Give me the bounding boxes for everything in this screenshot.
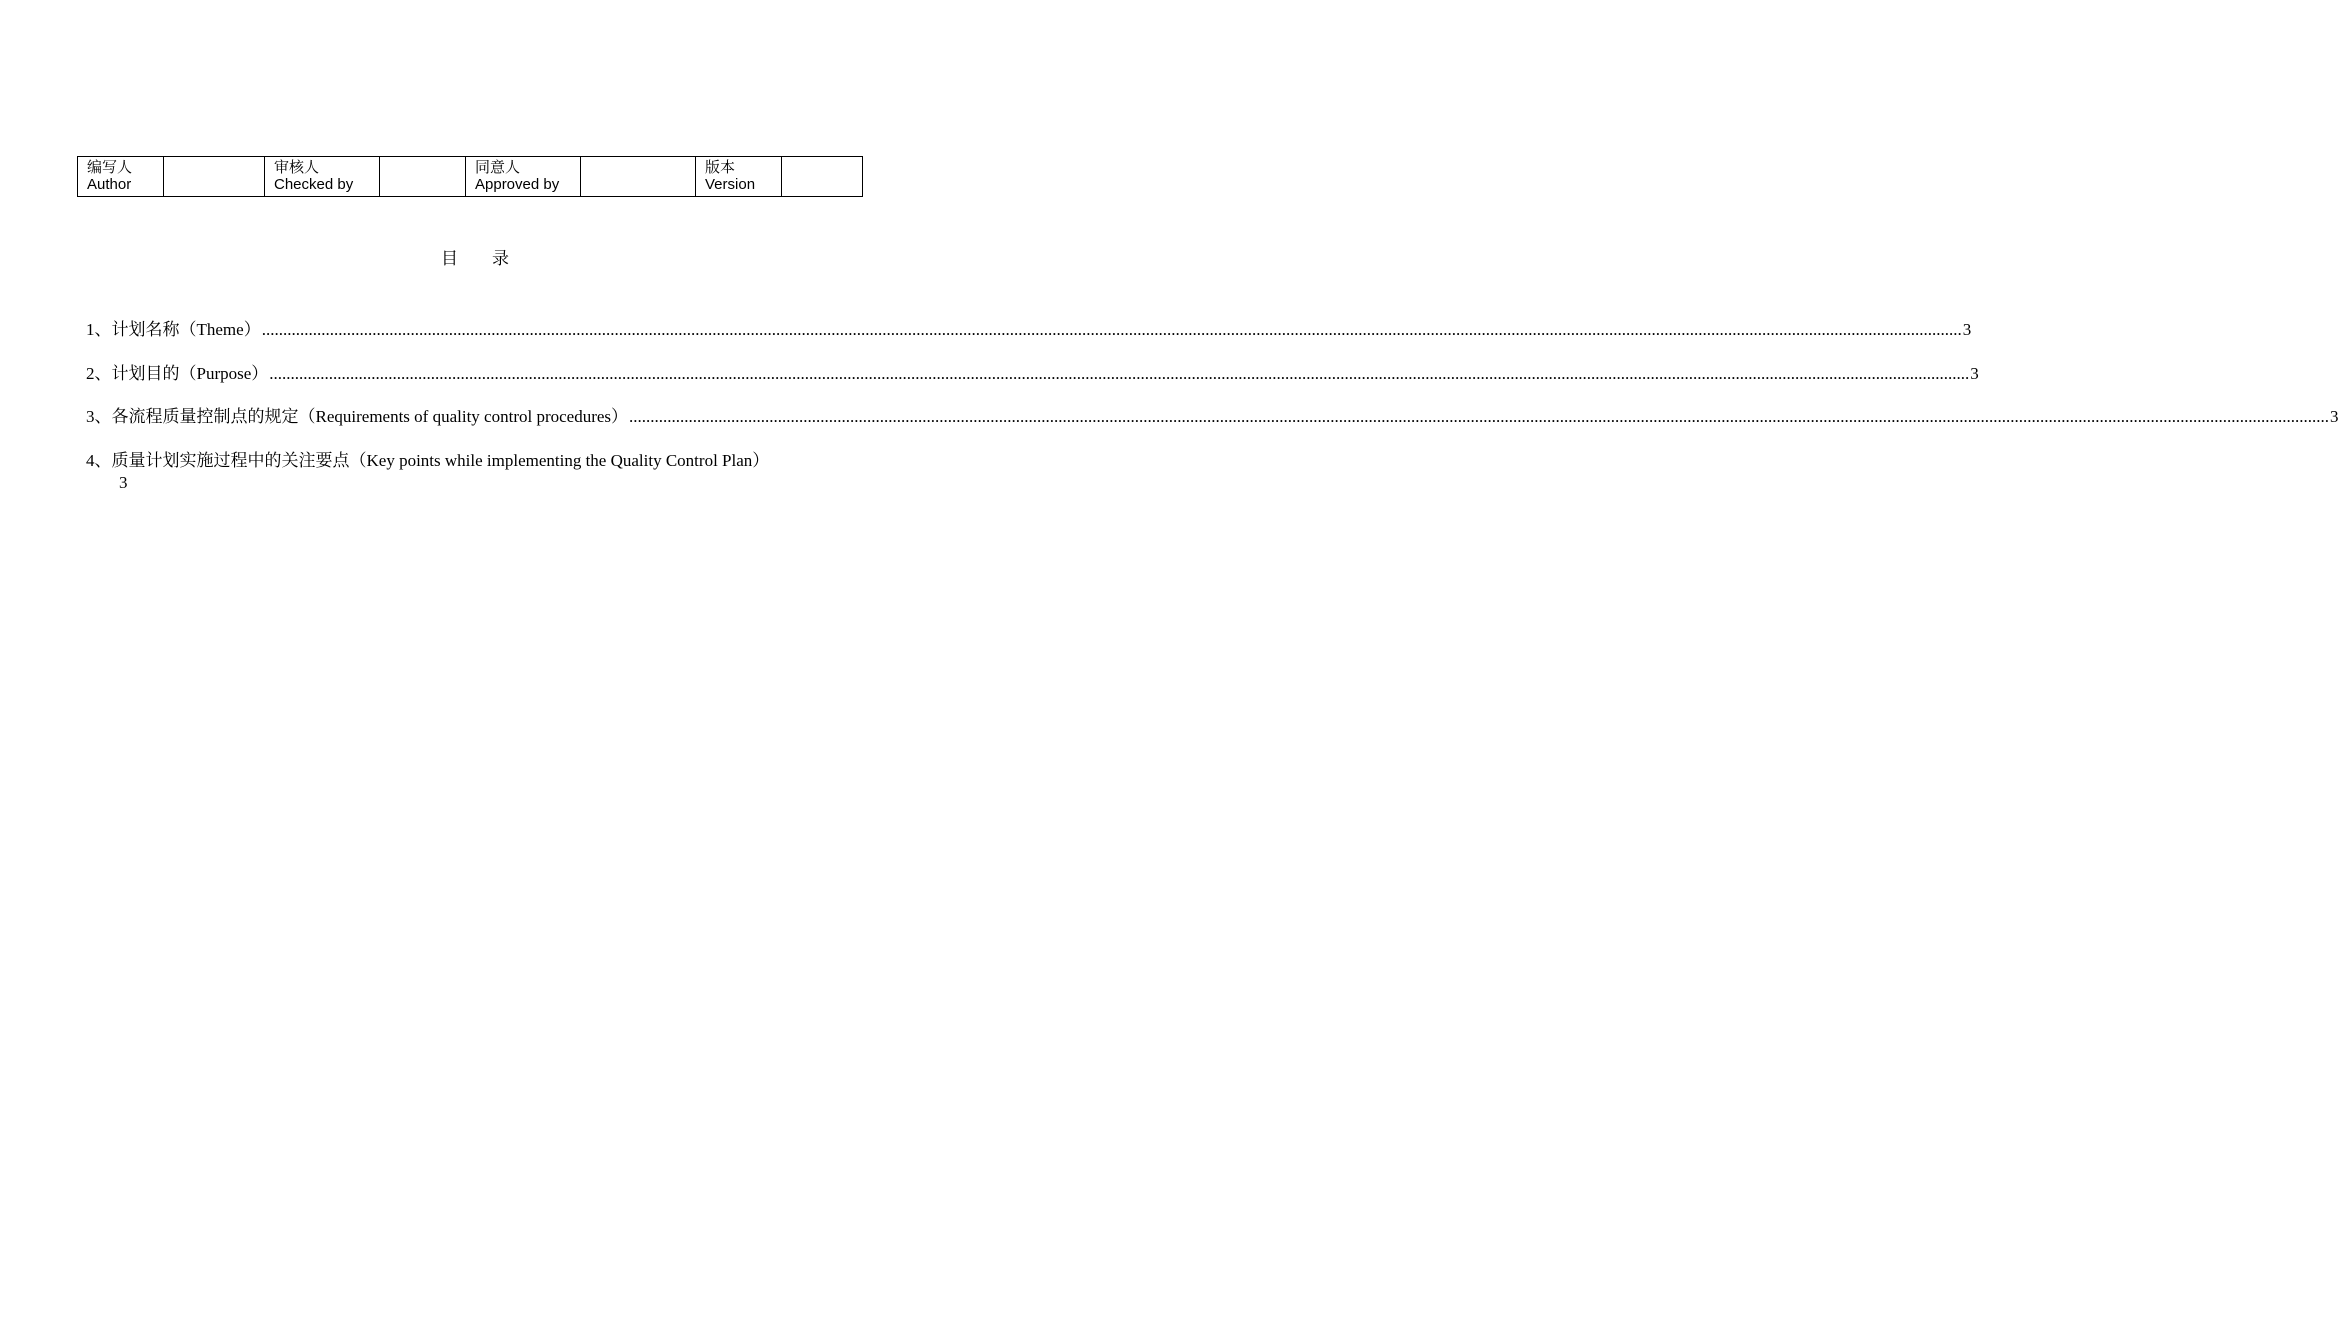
toc-title [0, 248, 950, 270]
author-label-zh: 编写人 [87, 159, 133, 176]
toc-entry-4[interactable] [86, 450, 863, 494]
toc-entry-3[interactable] [86, 406, 2339, 428]
approved-value-cell [581, 157, 696, 197]
toc-entry-1[interactable] [86, 319, 1972, 341]
toc-entry-page: 3 [1962, 320, 1972, 339]
checked-value-cell [380, 157, 466, 197]
version-value-cell [782, 157, 863, 197]
toc-leader-dots: ................................................................................................................................................................................................................................................................................................................................................................................................................ [629, 407, 2330, 426]
approved-label-zh: 同意人 [475, 159, 521, 176]
version-label-zh: 版本 [705, 159, 736, 176]
version-label-cell [696, 157, 782, 197]
version-label-en: Version [705, 176, 756, 193]
toc-leader-dots: ................................................................................................................................................................................................................................................................................................................................................................................................................ [269, 364, 1970, 383]
toc-entry-text: 3、各流程质量控制点的规定（Requirements of quality control procedures） [86, 407, 629, 426]
checked-label-en: Checked by [274, 176, 354, 193]
toc-leader-dots: ................................................................................................................................................................................................................................................................................................................................................................................................................ [261, 320, 1962, 339]
toc-entry-text: 1、计划名称（Theme） [86, 320, 261, 339]
signoff-table [77, 156, 863, 197]
author-value-cell [164, 157, 265, 197]
toc-entry-page: 3 [2330, 407, 2339, 426]
checked-label-zh: 审核人 [274, 159, 320, 176]
author-label-en: Author [87, 176, 132, 193]
checked-label-cell [265, 157, 380, 197]
approved-label-cell [466, 157, 581, 197]
toc-entry-text: 4、质量计划实施过程中的关注要点（Key points while implementing the Quality Control Plan） [86, 451, 770, 470]
approved-label-en: Approved by [475, 176, 560, 193]
toc-entry-text: 2、计划目的（Purpose） [86, 364, 269, 383]
toc-entry-page: 3 [119, 473, 128, 492]
toc-title-left: 目 [441, 249, 458, 269]
toc-entry-page: 3 [1970, 364, 1979, 383]
author-label-cell [78, 157, 164, 197]
toc-entry-2[interactable] [86, 363, 1979, 385]
toc-title-right: 录 [492, 249, 509, 269]
